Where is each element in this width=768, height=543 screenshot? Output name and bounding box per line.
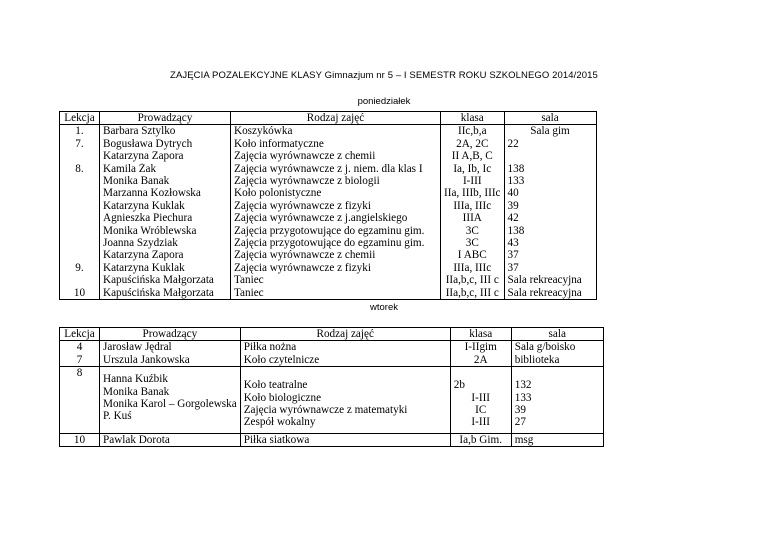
cell-prowadzacy: Katarzyna Zapora (100, 249, 231, 261)
cell-klasa: IIIa, IIIc (441, 200, 505, 212)
table-header-row (60, 328, 604, 341)
cell-klasa: 2A, 2C (441, 138, 505, 150)
cell-prowadzacy: Monika Banak (100, 175, 231, 187)
cell-prowadzacy: Katarzyna Zapora (100, 150, 231, 162)
cell-lekcja: 1. (60, 125, 100, 138)
cell-klasa: Ia, Ib, Ic (441, 163, 505, 175)
cell-prowadzacy: Marzanna Kozłowska (100, 187, 231, 199)
cell-klasa: IIIa, IIIc (441, 262, 505, 274)
cell-rodzaj: Zajęcia wyrównawcze z chemii (231, 249, 441, 261)
cell-klasa: IIIA (441, 212, 505, 224)
cell-klasa: 3C (441, 225, 505, 237)
cell-lekcja (60, 225, 100, 237)
cell-rodzaj: Zajęcia wyrównawcze z j. niem. dla klas I (231, 163, 441, 175)
sala-line: 27 (514, 416, 526, 429)
cell-lekcja: 7. (60, 138, 100, 150)
cell-sala: Sala rekreacyjna (504, 287, 596, 300)
cell-klasa: 3C (441, 237, 505, 249)
cell-rodzaj: Taniec (231, 287, 441, 300)
cell-klasa: II A,B, C (441, 150, 505, 162)
table-row (60, 274, 597, 286)
cell-sala: msg (511, 433, 603, 446)
cell-lekcja (60, 175, 100, 187)
cell-rodzaj: Koło polonistyczne (231, 187, 441, 199)
prowadzacy-line: P. Kuś (103, 410, 132, 423)
rodzaj-line: Koło biologiczne (243, 391, 322, 404)
cell-lekcja (60, 212, 100, 224)
cell-lekcja (60, 187, 100, 199)
sala-line: 133 (514, 391, 532, 404)
cell-prowadzacy: Bogusława Dytrych (100, 138, 231, 150)
table-row (60, 287, 597, 300)
klasa-line: IC (475, 404, 487, 417)
cell-rodzaj: Zajęcia przygotowujące do egzaminu gim. (231, 237, 441, 249)
cell-klasa: I ABC (441, 249, 505, 261)
klasa-line: I-III (471, 391, 491, 404)
cell-sala: 138 (504, 163, 596, 175)
cell-lekcja (60, 249, 100, 261)
rodzaj-line: Zespół wokalny (243, 416, 316, 429)
monday-schedule-table (59, 111, 597, 300)
table-row (60, 200, 597, 212)
cell-prowadzacy: Katarzyna Kuklak (100, 262, 231, 274)
cell-rodzaj: Koło czytelnicze (240, 354, 450, 367)
cell-lekcja (60, 274, 100, 286)
cell-lekcja (60, 200, 100, 212)
day-heading-monday: poniedziałek (357, 96, 411, 107)
cell-rodzaj: Zajęcia wyrównawcze z j.angielskiego (231, 212, 441, 224)
cell-sala: 43 (504, 237, 596, 249)
cell-prowadzacy: Kapuścińska Małgorzata (100, 287, 231, 300)
tuesday-schedule-table (59, 327, 604, 447)
table-row (60, 237, 597, 249)
cell-klasa: IIc,b,a (441, 125, 505, 138)
table-row (60, 125, 597, 138)
cell-lekcja: 10 (60, 433, 100, 446)
cell-prowadzacy: Kamila Żak (100, 163, 231, 175)
document-title: ZAJĘCIA POZALEKCYJNE KLASY Gimnazjum nr 5 – I SEMESTR ROKU SZKOLNEGO 2014/2015 (170, 70, 598, 81)
cell-klasa: IIa, IIIb, IIIc (441, 187, 505, 199)
cell-klasa: I-III (441, 175, 505, 187)
cell-lekcja: 9. (60, 262, 100, 274)
header-rodzaj: Rodzaj zajęć (231, 112, 441, 125)
cell-klasa: IIa,b,c, III c (441, 274, 505, 286)
table-row-group-8 (60, 367, 604, 434)
cell-rodzaj: Piłka nożna (240, 341, 450, 354)
cell-rodzaj: Zajęcia wyrównawcze z chemii (231, 150, 441, 162)
cell-rodzaj (240, 367, 450, 434)
cell-lekcja (60, 150, 100, 162)
cell-rodzaj: Taniec (231, 274, 441, 286)
cell-sala: 40 (504, 187, 596, 199)
cell-sala: 42 (504, 212, 596, 224)
table-row (60, 163, 597, 175)
cell-prowadzacy: Katarzyna Kuklak (100, 200, 231, 212)
cell-sala: Sala gim (504, 125, 596, 138)
header-sala: sala (504, 112, 596, 125)
cell-prowadzacy: Kapuścińska Małgorzata (100, 274, 231, 286)
cell-prowadzacy (100, 367, 241, 434)
header-rodzaj: Rodzaj zajęć (240, 328, 450, 341)
table-row (60, 212, 597, 224)
cell-rodzaj: Koło informatyczne (231, 138, 441, 150)
cell-sala: 37 (504, 249, 596, 261)
cell-sala: 133 (504, 175, 596, 187)
cell-prowadzacy: Joanna Szydziak (100, 237, 231, 249)
cell-lekcja: 8 (60, 367, 100, 434)
rodzaj-line: Zajęcia wyrównawcze z matematyki (243, 404, 408, 417)
cell-prowadzacy: Barbara Sztylko (100, 125, 231, 138)
cell-lekcja: 8. (60, 163, 100, 175)
cell-klasa: IIa,b,c, III c (441, 287, 505, 300)
table-row (60, 138, 597, 150)
header-prowadzacy: Prowadzący (100, 112, 231, 125)
prowadzacy-line: Monika Banak (103, 385, 170, 398)
table-row (60, 150, 597, 162)
cell-rodzaj: Zajęcia przygotowujące do egzaminu gim. (231, 225, 441, 237)
cell-rodzaj: Koszykówka (231, 125, 441, 138)
cell-sala: biblioteka (511, 354, 603, 367)
cell-sala: Sala g/boisko (511, 341, 603, 354)
cell-rodzaj: Zajęcia wyrównawcze z fizyki (231, 262, 441, 274)
header-lekcja: Lekcja (60, 328, 100, 341)
table-row (60, 341, 604, 354)
cell-sala: Sala rekreacyjna (504, 274, 596, 286)
cell-prowadzacy: Jarosław Jędral (100, 341, 241, 354)
prowadzacy-line: Hanna Kuźbik (103, 373, 168, 386)
cell-lekcja (60, 237, 100, 249)
cell-klasa: 2A (450, 354, 511, 367)
cell-sala (504, 150, 596, 162)
prowadzacy-line: Monika Karol – Gorgolewska (103, 398, 237, 411)
table-row (60, 262, 597, 274)
cell-lekcja: 10 (60, 287, 100, 300)
table-row (60, 225, 597, 237)
cell-rodzaj: Zajęcia wyrównawcze z fizyki (231, 200, 441, 212)
header-klasa: klasa (441, 112, 505, 125)
header-sala: sala (511, 328, 603, 341)
table-header-row (60, 112, 597, 125)
klasa-line: I-III (471, 416, 491, 429)
cell-prowadzacy: Agnieszka Piechura (100, 212, 231, 224)
header-prowadzacy: Prowadzący (100, 328, 241, 341)
table-row (60, 433, 604, 446)
cell-prowadzacy: Pawlak Dorota (100, 433, 241, 446)
cell-klasa: Ia,b Gim. (450, 433, 511, 446)
day-heading-tuesday: wtorek (370, 302, 398, 313)
rodzaj-line: Koło teatralne (243, 379, 308, 392)
cell-klasa: I-IIgim (450, 341, 511, 354)
header-lekcja: Lekcja (60, 112, 100, 125)
sala-line: 132 (514, 379, 532, 392)
cell-rodzaj: Zajęcia wyrównawcze z biologii (231, 175, 441, 187)
sala-line: 39 (514, 404, 526, 417)
cell-sala: 39 (504, 200, 596, 212)
cell-klasa (450, 367, 511, 434)
cell-lekcja: 4 (60, 341, 100, 354)
table-row (60, 354, 604, 367)
cell-lekcja: 7 (60, 354, 100, 367)
cell-sala (511, 367, 603, 434)
cell-sala: 22 (504, 138, 596, 150)
header-klasa: klasa (450, 328, 511, 341)
table-row (60, 249, 597, 261)
cell-prowadzacy: Monika Wróblewska (100, 225, 231, 237)
table-row (60, 175, 597, 187)
cell-prowadzacy: Urszula Jankowska (100, 354, 241, 367)
cell-sala: 37 (504, 262, 596, 274)
cell-rodzaj: Piłka siatkowa (240, 433, 450, 446)
klasa-line: 2b (453, 379, 465, 392)
table-row (60, 187, 597, 199)
cell-sala: 138 (504, 225, 596, 237)
